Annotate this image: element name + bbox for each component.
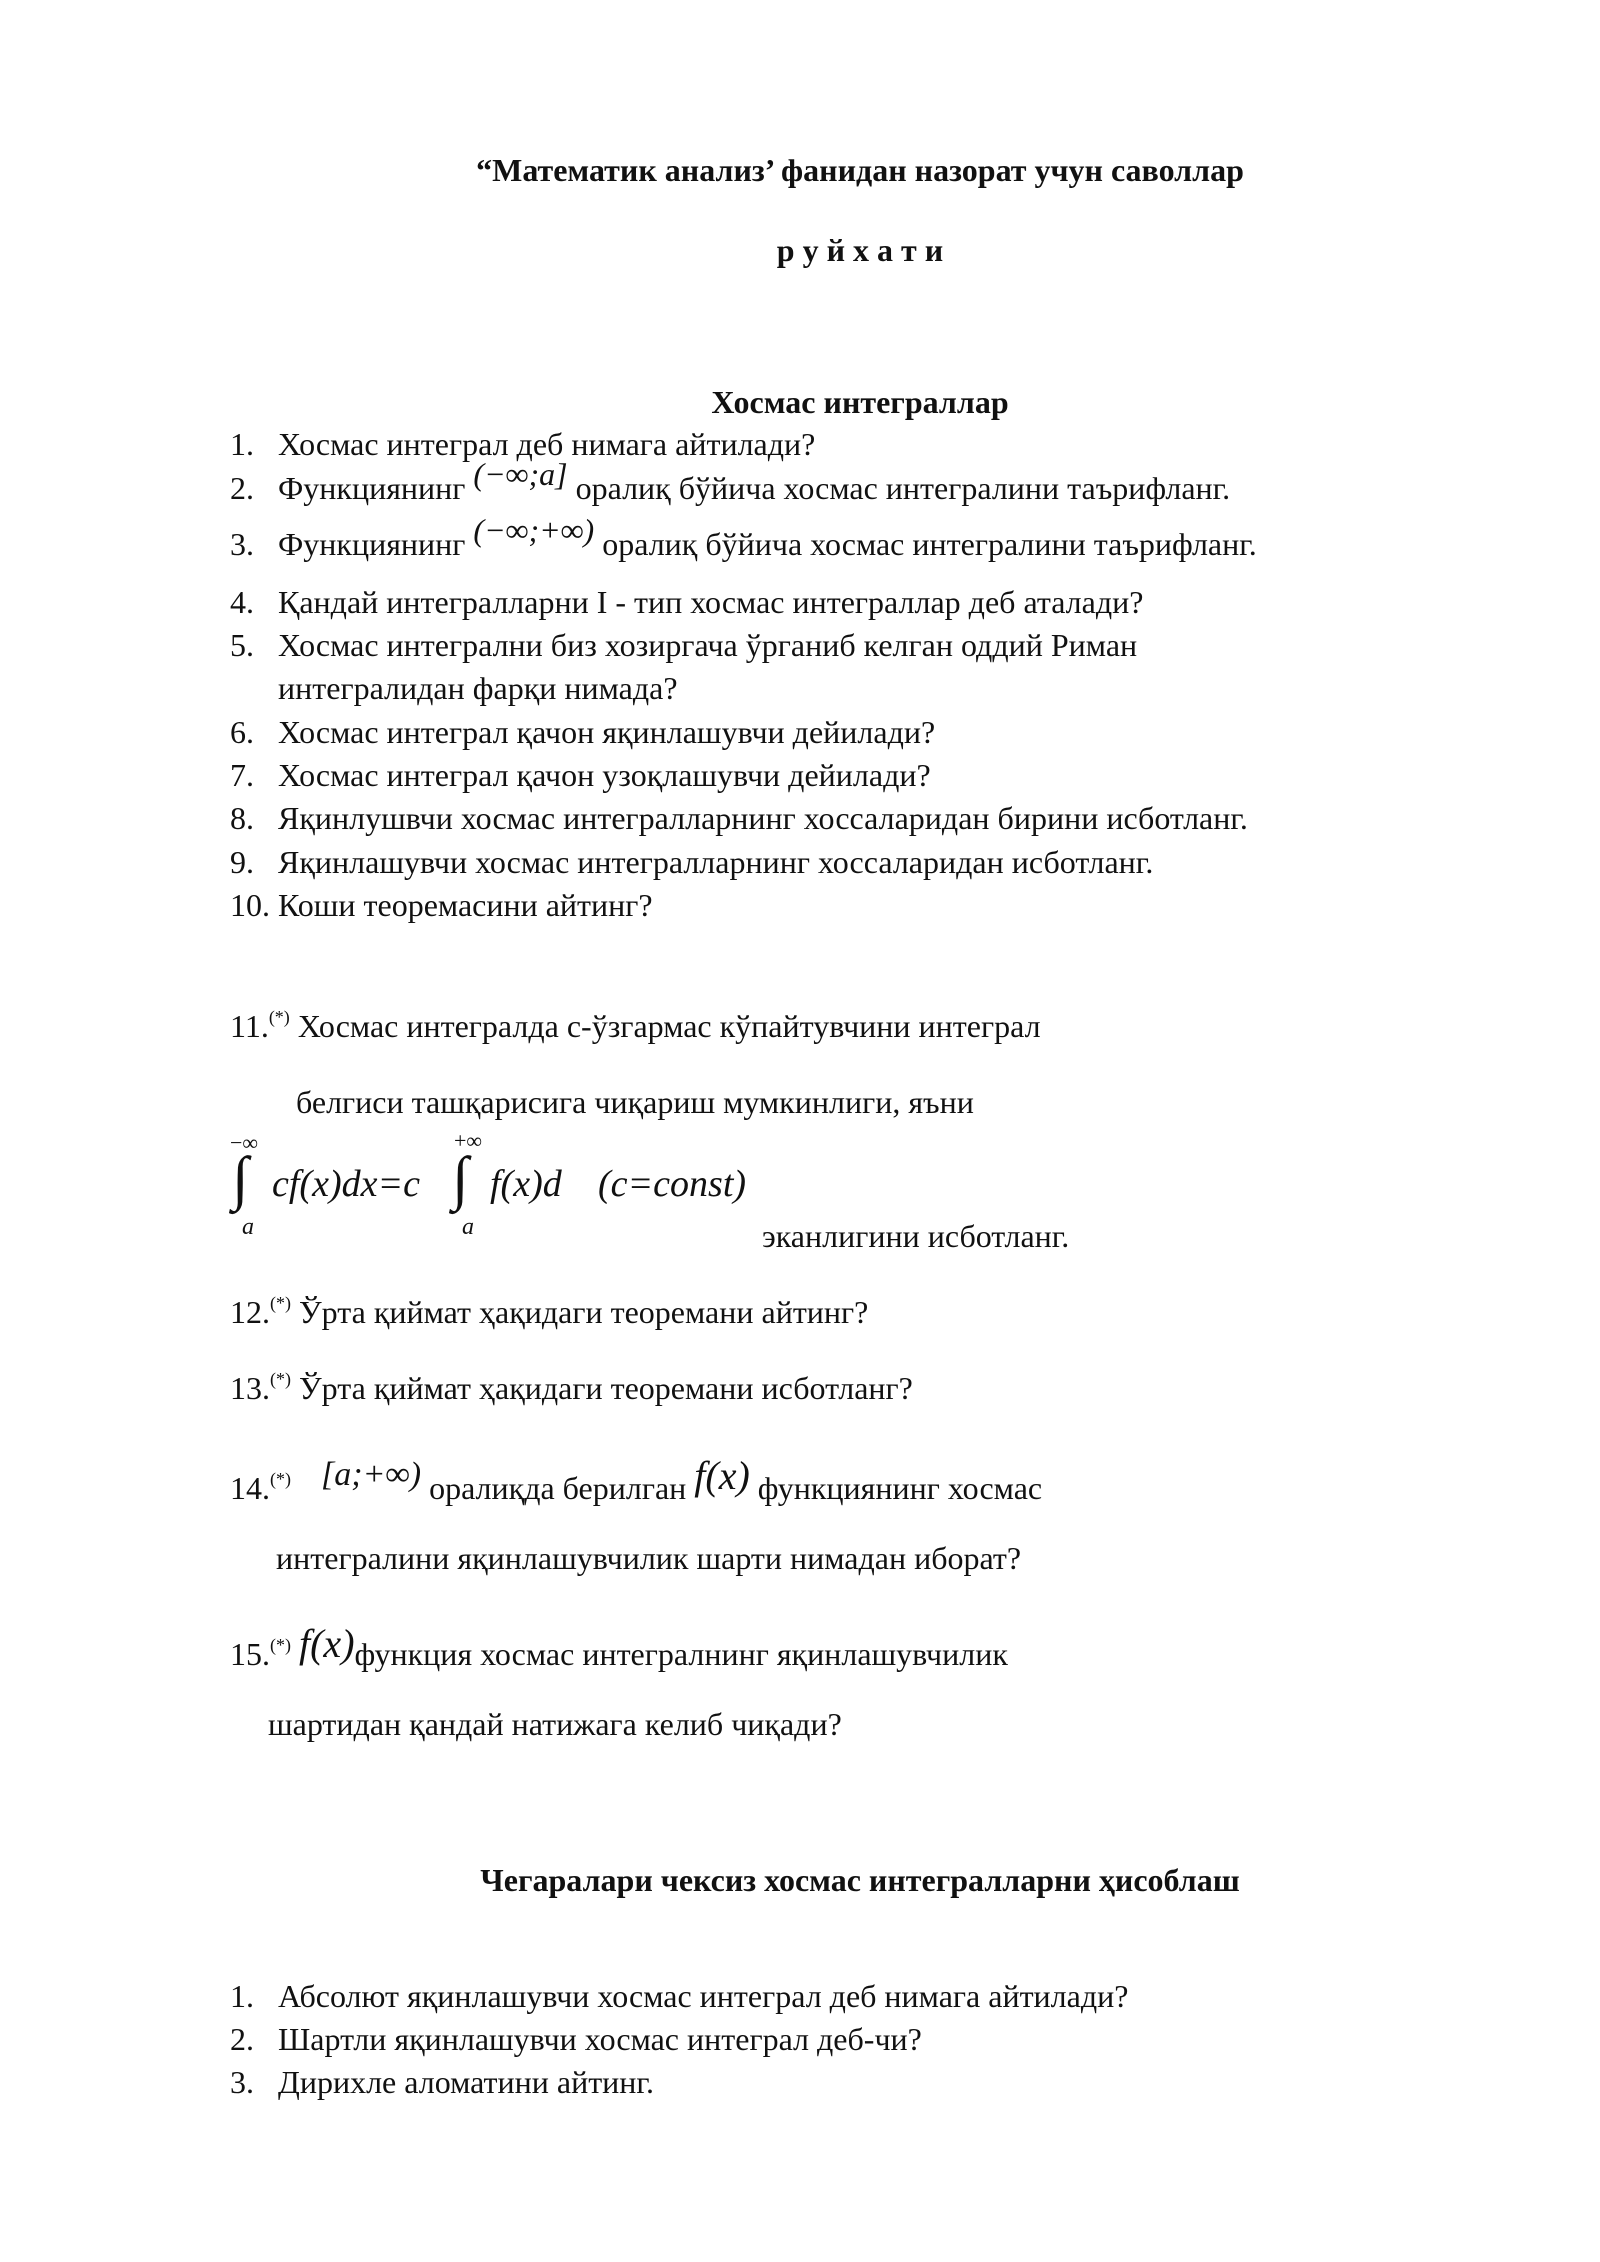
item-text: Функциянинг [278,470,466,506]
item-text: Ўрта қиймат ҳақидаги теоремани исботланг? [299,1370,913,1406]
star-mark: (*) [270,1293,291,1313]
list-item [230,2064,654,2101]
item-number: 6. [230,714,254,750]
star-mark: (*) [270,1469,291,1489]
list-item [230,714,935,751]
item-number: 8. [230,800,254,836]
list-item [230,887,653,924]
item-text: функциянинг хосмас [757,1470,1043,1506]
section-title-infinite-limits: Чегаралари чексиз хосмас интегралларни ҳисоблаш [480,1862,1240,1898]
item-number: 1. [230,1978,254,2014]
item-text: Хосмас интегралда с-ўзгармас кўпайтувчини интеграл [297,1008,1041,1044]
star-mark: (*) [270,1369,291,1389]
item-number: 14. [230,1470,270,1506]
item-text: оралиқ бўйича хосмас интегралини таърифланг. [575,470,1231,506]
integral-lower-limit: a [242,1214,254,1240]
item-text: Хосмас интегрални биз хозиргача ўрганиб келган оддий Риман [278,627,1138,663]
question-14 [230,1453,1043,1509]
star-mark: (*) [268,1007,290,1027]
list-item [230,844,1153,881]
item-text: Яқинлашувчи хосмас интегралларнинг хоссаларидан исботланг. [278,844,1154,880]
item-number: 4. [230,584,254,620]
section-title-improper-integrals: Хосмас интеграллар [711,384,1009,420]
list-item-continuation: интегралидан фарқи нимада? [278,670,678,706]
item-text: Шартли яқинлашувчи хосмас интеграл деб-чи? [278,2021,922,2057]
item-number: 12. [230,1294,270,1330]
formula-left-side: cf(x)dx=c [272,1163,420,1205]
function-formula: f(x) [694,1453,750,1498]
item-text: Коши теоремасини айтинг? [278,887,653,923]
item-number: 13. [230,1370,270,1406]
formula-constant: (c=const) [598,1163,747,1205]
list-item [230,757,931,794]
item-number: 5. [230,627,254,663]
question-14-line2: интегралини яқинлашувчилик шарти нимадан иборат? [276,1540,1022,1576]
integral-formula [228,1130,788,1240]
integral-upper-limit: −∞ [230,1130,259,1155]
list-item [230,800,1248,837]
integral-sign: ∫ [232,1145,249,1211]
question-11-line2: белгиси ташқарисига чиқариш мумкинлиги, яъни [296,1084,974,1120]
item-text: оралиқда берилган [429,1470,687,1506]
list-item [230,627,1137,664]
item-text: Яқинлушвчи хосмас интегралларнинг хоссаларидан бирини исботланг. [278,800,1248,836]
star-mark: (*) [270,1635,291,1655]
interval-formula: (−∞;a] [473,456,568,492]
item-number: 10. [230,887,270,923]
function-formula: f(x) [299,1621,355,1666]
item-number: 15. [230,1636,270,1672]
list-item [230,2021,922,2058]
item-number: 3. [230,2064,254,2100]
document-title: “Математик анализ’ фанидан назорат учун саволлар [476,152,1244,188]
list-item [230,1978,1128,2015]
item-text: Хосмас интеграл қачон узоқлашувчи дейилади? [278,757,931,793]
item-text: Ўрта қиймат ҳақидаги теоремани айтинг? [299,1294,869,1330]
item-number: 9. [230,844,254,880]
list-item [230,456,1231,507]
item-text: Абсолют яқинлашувчи хосмас интеграл деб нимага айтилади? [278,1978,1129,2014]
item-number: 2. [230,470,254,506]
question-12 [230,1294,868,1331]
integral-sign: ∫ [452,1145,469,1211]
item-text: оралиқ бўйича хосмас интегралини таърифланг. [602,526,1257,562]
item-number: 3. [230,526,254,562]
list-item [230,512,1257,563]
question-13 [230,1370,913,1407]
question-15-line2: шартидан қандай натижага келиб чиқади? [268,1706,842,1742]
item-number: 7. [230,757,254,793]
item-text: Дирихле аломатини айтинг. [278,2064,654,2100]
item-number: 11. [230,1008,269,1044]
integral-upper-limit: +∞ [454,1128,483,1153]
item-text: Қандай интегралларни I - тип хосмас интеграллар деб аталади? [278,584,1144,620]
question-15 [230,1621,1008,1675]
question-11-line3: эканлигини исботланг. [762,1218,1070,1254]
interval-formula: (−∞;+∞) [473,512,595,548]
item-text: Хосмас интеграл қачон яқинлашувчи дейилади? [278,714,936,750]
interval-formula: [a;+∞) [321,1456,422,1493]
formula-right-side: f(x)d [490,1163,562,1205]
question-11 [230,1008,1041,1045]
item-text: Хосмас интеграл деб нимага айтилади? [278,426,816,462]
item-number: 1. [230,426,254,462]
document-subtitle: р у й х а т и [776,232,944,268]
item-text: функция хосмас интегралнинг яқинлашувчилик [354,1636,1008,1672]
integral-lower-limit: a [462,1214,474,1240]
item-number: 2. [230,2021,254,2057]
list-item [230,584,1143,621]
item-text: Функциянинг [278,526,466,562]
